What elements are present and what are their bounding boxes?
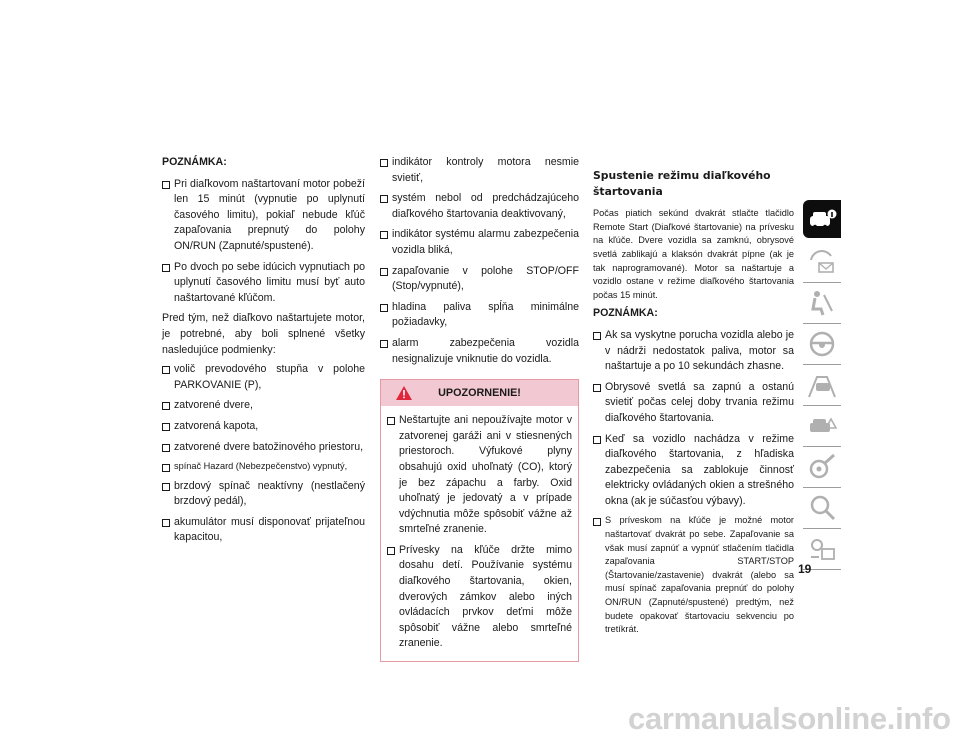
road-driving-icon bbox=[807, 369, 837, 401]
list-item: zatvorené dvere, bbox=[162, 398, 365, 414]
checkbox-bullet-icon bbox=[593, 518, 601, 526]
conditions-intro: Pred tým, než diaľkovo naštartujete motor, je potrebné, aby boli splnené všetky nasledujúce podmienky: bbox=[162, 312, 365, 356]
list-item: indikátor systému alarmu zabezpečenia vozidla bliká, bbox=[380, 227, 579, 258]
column-middle bbox=[380, 155, 579, 662]
warning-triangle-icon bbox=[395, 385, 413, 401]
search-index-icon bbox=[807, 492, 837, 524]
service-wrench-icon bbox=[807, 451, 837, 483]
list-item: zatvorená kapota, bbox=[162, 419, 365, 435]
list-item: S príveskom na kľúče je možné motor naštartovať dvakrát po sebe. Zapaľovanie sa však musí zapnúť a vypnúť stlačením tlačidla zapaľovania START/STOP (Štartovanie/zastavenie) dvakrát (alebo sa musí spínač zapaľovania prepnúť do polohy ON/RUN (Zapnuté/spustené) predtým, než budete opakovať štartovaciu sekvenciu po tretíkrát. bbox=[593, 514, 794, 636]
checkbox-bullet-icon bbox=[162, 519, 170, 527]
section-title: Spustenie režimu diaľkového štartovania bbox=[593, 169, 771, 198]
checkbox-bullet-icon bbox=[593, 332, 601, 340]
car-info-icon bbox=[807, 204, 837, 236]
warning-header bbox=[381, 380, 578, 406]
tab-roadside-emergency[interactable] bbox=[803, 406, 841, 447]
list-item: spínač Hazard (Nebezpečenstvo) vypnutý, bbox=[162, 460, 365, 474]
list-item: zatvorené dvere batožinového priestoru, bbox=[162, 440, 365, 456]
list-item: Po dvoch po sebe idúcich vypnutiach po uplynutí časového limitu musí byť auto naštartované kľúčom. bbox=[162, 260, 365, 307]
list-item: volič prevodového stupňa v polohe PARKOVANIE (P), bbox=[162, 362, 365, 393]
column-right bbox=[593, 168, 794, 642]
checkbox-bullet-icon bbox=[162, 264, 170, 272]
list-item: hladina paliva spĺňa minimálne požiadavky, bbox=[380, 300, 579, 331]
warning-title: UPOZORNENIE! bbox=[438, 387, 521, 400]
steering-wheel-icon bbox=[807, 328, 837, 360]
tab-seat-safety[interactable] bbox=[803, 283, 841, 324]
section-body: Počas piatich sekúnd dvakrát stlačte tlačidlo Remote Start (Diaľkové štartovanie) na prívesku na kľúče. Dvere vozidla sa zamknú, obrysové svetlá zablikajú a klaksón dvakrát pípne (ak je tak naprogramované). Motor sa naštartuje a vozidlo ostane v režime diaľkového štartovania počas 15 minút. bbox=[593, 208, 794, 300]
list-item: Keď sa vozidlo nachádza v režime diaľkového štartovania, z hľadiska zabezpečenia sa zablokuje činnosť elektricky ovládaných okien a strešného okna (ak je súčasťou výbavy). bbox=[593, 432, 794, 510]
checkbox-bullet-icon bbox=[380, 268, 388, 276]
page-number: 19 bbox=[798, 562, 812, 576]
checkbox-bullet-icon bbox=[162, 366, 170, 374]
tab-steering-wheel[interactable] bbox=[803, 324, 841, 365]
checkbox-bullet-icon bbox=[380, 304, 388, 312]
checkbox-bullet-icon bbox=[380, 340, 388, 348]
chapter-tabs bbox=[803, 200, 841, 570]
list-item: indikátor kontroly motora nesmie svietiť, bbox=[380, 155, 579, 186]
watermark: carmanualsonline.info bbox=[628, 701, 951, 736]
list-item: zapaľovanie v polohe STOP/OFF (Stop/vypnuté), bbox=[380, 264, 579, 295]
list-item: Obrysové svetlá sa zapnú a ostanú svietiť počas celej doby trvania režimu diaľkového štartovania. bbox=[593, 380, 794, 427]
list-item: systém nebol od predchádzajúceho diaľkového štartovania deaktivovaný, bbox=[380, 191, 579, 222]
tab-road-driving[interactable] bbox=[803, 365, 841, 406]
checkbox-bullet-icon bbox=[162, 464, 170, 472]
roadside-emergency-icon bbox=[807, 410, 837, 442]
tab-dashboard-messages[interactable] bbox=[803, 242, 841, 283]
list-item: Pri diaľkovom naštartovaní motor pobeží len 15 minút (vypnutie po uplynutí časového limitu), pokiaľ nebude kľúč zapaľovania prepnutý do polohy ON/RUN (Zapnuté/spustené). bbox=[162, 177, 365, 255]
list-item: brzdový spínač neaktívny (nestlačený brzdový pedál), bbox=[162, 479, 365, 510]
warning-body bbox=[381, 406, 578, 661]
tab-car-info[interactable] bbox=[803, 200, 841, 238]
checkbox-bullet-icon bbox=[387, 417, 395, 425]
checkbox-bullet-icon bbox=[593, 384, 601, 392]
checkbox-bullet-icon bbox=[387, 547, 395, 555]
checkbox-bullet-icon bbox=[380, 159, 388, 167]
multimedia-icon bbox=[807, 533, 837, 565]
warning-box bbox=[380, 379, 579, 662]
list-item: Prívesky na kľúče držte mimo dosahu detí. Používanie systému diaľkového štartovania, okien, dverových zámkov alebo iných ovládacích prvkov deťmi môže spôsobiť vážne alebo smrteľné zranenie. bbox=[387, 543, 572, 652]
note-heading: POZNÁMKA: bbox=[593, 307, 658, 320]
checkbox-bullet-icon bbox=[162, 444, 170, 452]
tab-search-index[interactable] bbox=[803, 488, 841, 529]
list-item: akumulátor musí disponovať prijateľnou kapacitou, bbox=[162, 515, 365, 546]
checkbox-bullet-icon bbox=[162, 402, 170, 410]
checkbox-bullet-icon bbox=[380, 195, 388, 203]
note-heading: POZNÁMKA: bbox=[162, 156, 227, 168]
checkbox-bullet-icon bbox=[593, 436, 601, 444]
checkbox-bullet-icon bbox=[162, 483, 170, 491]
seat-safety-icon bbox=[807, 287, 837, 319]
dashboard-messages-icon bbox=[807, 246, 837, 278]
list-item: alarm zabezpečenia vozidla nesignalizuje vniknutie do vozidla. bbox=[380, 336, 579, 367]
checkbox-bullet-icon bbox=[162, 181, 170, 189]
column-left bbox=[162, 155, 365, 551]
list-item: Ak sa vyskytne porucha vozidla alebo je v nádrži nedostatok paliva, motor sa naštartuje a po 10 sekundách zhasne. bbox=[593, 328, 794, 375]
list-item: Neštartujte ani nepoužívajte motor v zatvorenej garáži ani v stiesnených priestoroch. Výfukové plyny obsahujú oxid uhoľnatý (CO), ktorý je bez zápachu a farby. Oxid uhoľnatý je jedovatý a v prípade vdýchnutia môže spôsobiť vážne až smrteľné zranenie. bbox=[387, 413, 572, 538]
tab-service-wrench[interactable] bbox=[803, 447, 841, 488]
checkbox-bullet-icon bbox=[162, 423, 170, 431]
checkbox-bullet-icon bbox=[380, 231, 388, 239]
